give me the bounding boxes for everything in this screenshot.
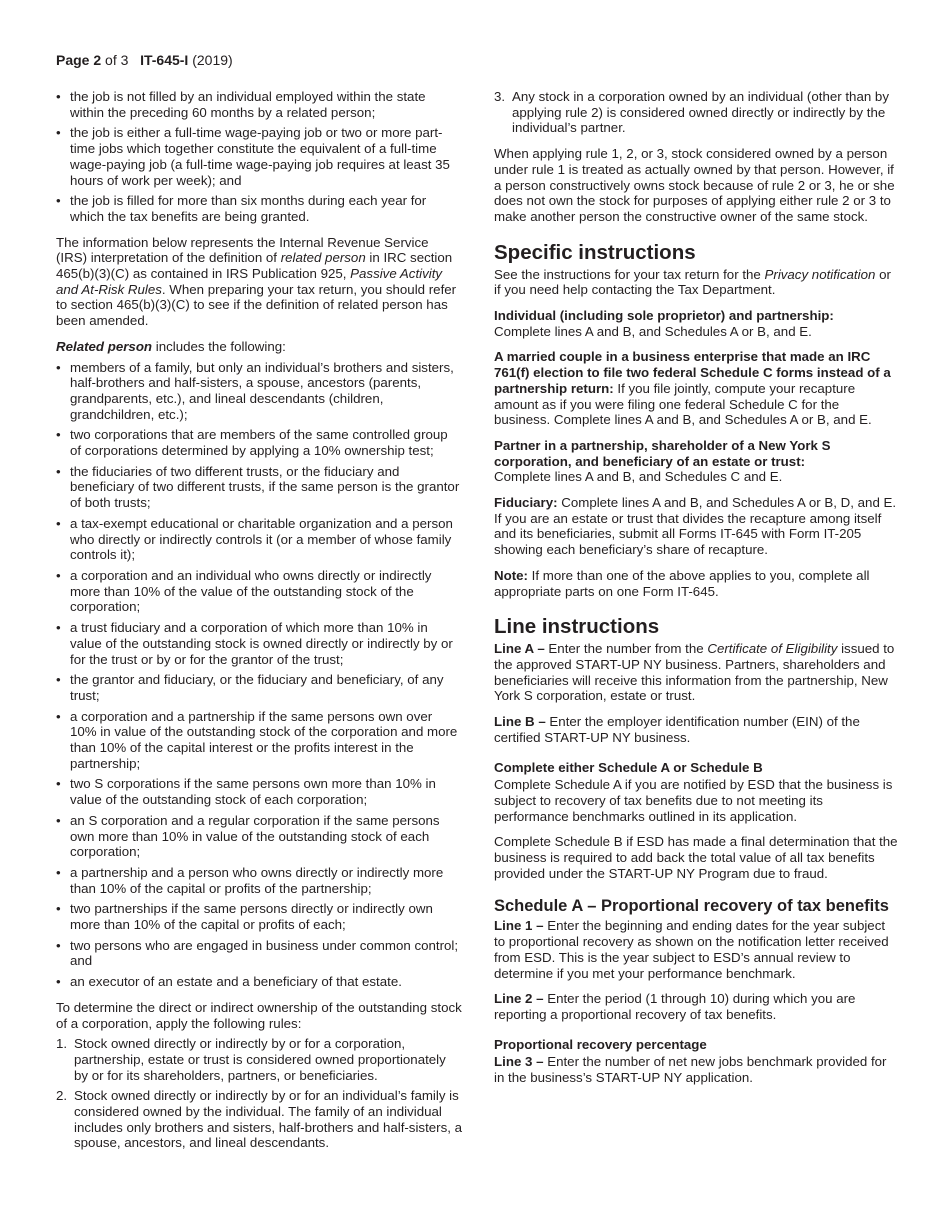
schedule-a-condition-paragraph: Complete Schedule A if you are notified by ESD that the business is subject to recovery of tax benefits due to not meeting its performance benchmarks outlined in its application.	[494, 777, 893, 824]
related-person-list	[56, 360, 462, 990]
page-label: Page	[56, 52, 90, 68]
form-year: (2019)	[192, 52, 233, 68]
list-item: 1. Stock owned directly or indirectly by or for a corporation, partnership, estate or trust is considered owned proportionately by or for its shareholders, partners, or beneficiaries.	[56, 1036, 446, 1083]
list-item: 3. Any stock in a corporation owned by an individual (other than by applying rule 2) is considered owned directly or indirectly by the individual’s partner.	[494, 89, 889, 136]
line-1-paragraph: Line 1 – Enter the beginning and ending dates for the year subject to proportional recovery as shown on the notification letter received from ESD. This is the year subject to ESD’s annual review to determine if you met your performance benchmark.	[494, 918, 889, 981]
irs-interpretation-paragraph: The information below represents the Internal Revenue Service (IRS) interpretation of the definition of related person in IRC section 465(b)(3)(C) as contained in IRS Publication 925, Passive Activity and At-Risk Rules. When preparing your tax return, you should refer to section 465(b)(3)(C) to see if the definition of related person has been amended.	[56, 234, 457, 329]
line-instructions-heading: Line instructions	[494, 615, 660, 639]
list-item: • a trust fiduciary and a corporation of which more than 10% in value of the outstanding stock is owned directly or indirectly by or for the trust or by or for the grantor of the trust;	[56, 620, 462, 667]
page-number: 2	[93, 52, 102, 68]
fiduciary-paragraph: Fiduciary: Complete lines A and B, and Schedules A or B, D, and E. If you are an estate or trust that divides the recapture among itself and its beneficiaries, submit all Forms IT-645 with Form IT-205 showing each beneficiary’s share of recapture.	[494, 495, 897, 558]
partner-shareholder-paragraph: Partner in a partnership, shareholder of a New York S corporation, and beneficiary of an estate or trust: Complete lines A and B, and Schedules C and E.	[494, 437, 831, 485]
ownership-rules-list-continued	[494, 89, 898, 136]
complete-either-heading: Complete either Schedule A or Schedule B	[494, 759, 763, 775]
form-id: IT-645-I	[140, 52, 189, 68]
list-item: • an S corporation and a regular corporation if the same persons own more than 10% in value of the outstanding stock of each corporation;	[56, 813, 462, 860]
left-column	[56, 89, 462, 1161]
line-a-paragraph: Line A – Enter the number from the Certificate of Eligibility issued to the approved START-UP NY business. Partners, shareholders and beneficiaries will receive this information from the partnership, New York S corporation, estate or trust.	[494, 641, 895, 704]
schedule-a-heading: Schedule A – Proportional recovery of tax benefits	[494, 897, 889, 916]
page-of-total: of 3	[105, 52, 129, 68]
married-couple-paragraph: A married couple in a business enterprise that made an IRC 761(f) election to file two federal Schedule C forms instead of a partnership return: If you file jointly, compute your recapture amount as if you were filing one federal Schedule C for the business. Complete lines A and B, and Schedules A or B, and E.	[494, 349, 891, 428]
applying-rules-paragraph: When applying rule 1, 2, or 3, stock considered owned by a person under rule 1 is treated as actually owned by that person. However, if a person constructively owns stock because of rule 2 or 3, he or she does not own the stock for purposes of applying either rule 2 or 3 to make another person the constructive owner of the same stock.	[494, 146, 895, 224]
list-item: • the job is either a full-time wage-paying job or two or more part-time jobs which together constitute the equivalent of a full-time wage-paying job (a full-time wage-paying job requires at least 35 hours of work per week); and	[56, 125, 462, 188]
list-item: • the grantor and fiduciary, or the fiduciary and beneficiary, of any trust;	[56, 672, 462, 703]
page-header	[56, 52, 233, 69]
privacy-notice-paragraph: See the instructions for your tax return for the Privacy notification or if you need help contacting the Tax Department.	[494, 266, 891, 298]
list-item: • two corporations that are members of the same controlled group of corporations determined by applying a 10% ownership test;	[56, 427, 462, 458]
individual-partnership-paragraph: Individual (including sole proprietor) and partnership: Complete lines A and B, and Schedules A or B, and E.	[494, 308, 834, 339]
list-item: • the job is not filled by an individual employed within the state within the preceding 60 months by a related person;	[56, 89, 462, 120]
list-item: • two persons who are engaged in business under common control; and	[56, 938, 462, 969]
list-item: 2. Stock owned directly or indirectly by or for an individual’s family is considered owned by the individual. The family of an individual includes only brothers and sisters, half-brothers and half-sisters, a spouse, ancestors, and lineal descendants.	[56, 1088, 463, 1151]
related-person-intro: Related person includes the following:	[56, 338, 286, 354]
list-item: • a partnership and a person who owns directly or indirectly more than 10% of the capital or profits of the partnership;	[56, 865, 462, 896]
ownership-rules-list	[56, 1036, 462, 1151]
ownership-rules-intro: To determine the direct or indirect ownership of the outstanding stock of a corporation, apply the following rules:	[56, 999, 462, 1031]
specific-instructions-heading: Specific instructions	[494, 240, 696, 264]
right-column	[494, 89, 898, 1096]
list-item: • two partnerships if the same persons directly or indirectly own more than 10% of the capital or profits of each;	[56, 901, 462, 932]
schedule-b-condition-paragraph: Complete Schedule B if ESD has made a final determination that the business is required to add back the total value of all tax benefits provided under the START-UP NY Program due to fraud.	[494, 834, 898, 881]
proportional-recovery-percentage-heading: Proportional recovery percentage	[494, 1036, 707, 1052]
list-item: • a corporation and an individual who owns directly or indirectly more than 10% of the value of the outstanding stock of the corporation;	[56, 568, 462, 615]
line-3-paragraph: Line 3 – Enter the number of net new jobs benchmark provided for in the business’s START-UP NY application.	[494, 1054, 887, 1086]
list-item: • members of a family, but only an individual’s brothers and sisters, half-brothers and half-sisters, a spouse, ancestors (parents, grandparents, etc.), and lineal descendants (children, grandchildren, etc.);	[56, 360, 462, 423]
list-item: • the fiduciaries of two different trusts, or the fiduciary and beneficiary of two different trusts, if the same person is the grantor of both trusts;	[56, 464, 462, 511]
list-item: • a corporation and a partnership if the same persons own over 10% in value of the outstanding stock of the corporation and more than 10% of the capital interest or the profits interest in the partnership;	[56, 709, 462, 772]
note-paragraph: Note: If more than one of the above applies to you, complete all appropriate parts on one Form IT-645.	[494, 567, 870, 599]
line-b-paragraph: Line B – Enter the employer identification number (EIN) of the certified START-UP NY business.	[494, 714, 860, 745]
list-item: • an executor of an estate and a beneficiary of that estate.	[56, 974, 462, 990]
job-conditions-list	[56, 89, 462, 225]
list-item: • a tax-exempt educational or charitable organization and a person who directly or indirectly controls it (or a member of whose family controls it);	[56, 516, 462, 563]
list-item: • two S corporations if the same persons own more than 10% in value of the outstanding stock of each corporation;	[56, 776, 462, 807]
line-2-paragraph: Line 2 – Enter the period (1 through 10) during which you are reporting a proportional recovery of tax benefits.	[494, 991, 856, 1022]
list-item: • the job is filled for more than six months during each year for which the tax benefits are being granted.	[56, 193, 462, 224]
